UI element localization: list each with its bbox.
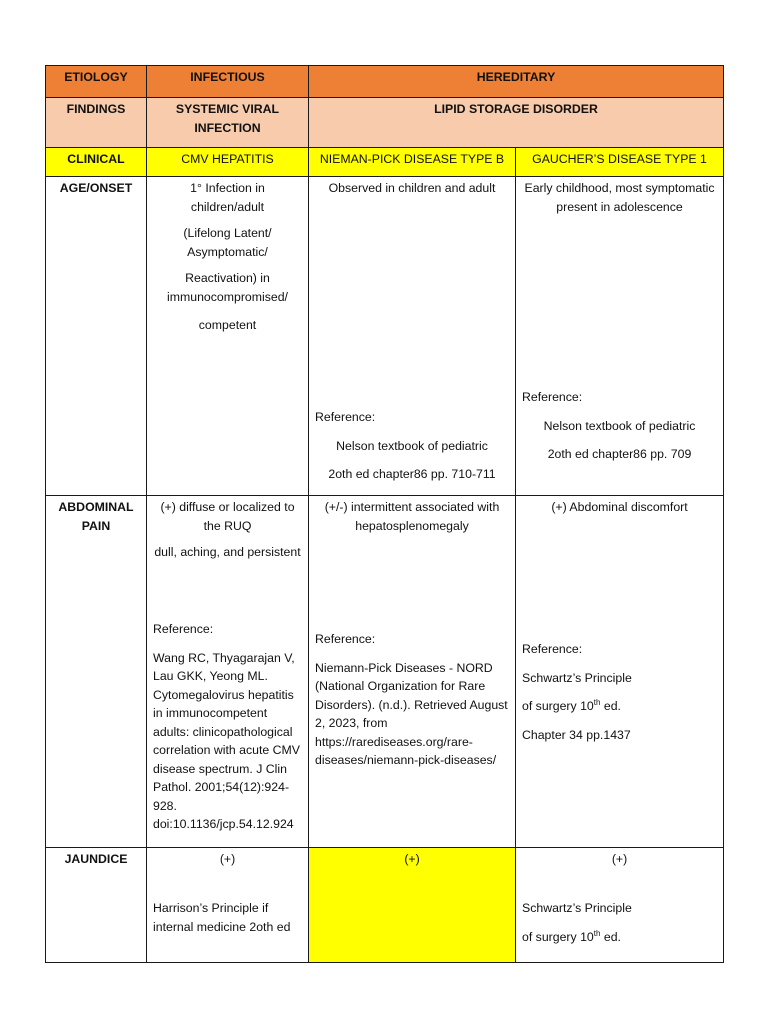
pain-cmv-text-1: (+) diffuse or localized to the RUQ — [160, 500, 295, 533]
infectious-header: INFECTIOUS — [147, 66, 309, 98]
age-cmv-cell — [147, 177, 309, 496]
jaundice-gaucher-text: (+) — [611, 851, 628, 866]
pain-gaucher-ref-2: of surgery 10th ed. — [522, 698, 621, 714]
jaundice-row — [46, 847, 724, 962]
lipid-storage-header: LIPID STORAGE DISORDER — [309, 98, 724, 148]
differential-table — [45, 65, 724, 963]
clinical-row — [46, 148, 724, 177]
age-nieman-ref-1: Nelson textbook of pediatric — [336, 438, 488, 453]
pain-gaucher-ref-1: Schwartz’s Principle — [522, 670, 632, 685]
jaundice-gaucher-ref-2: of surgery 10th ed. — [522, 928, 621, 944]
age-cmv-text-1: 1° Infection in children/adult — [190, 181, 265, 214]
jaundice-label: JAUNDICE — [46, 847, 147, 962]
age-nieman-ref-2: 2oth ed chapter86 pp. 710-711 — [328, 467, 496, 482]
findings-row — [46, 98, 724, 148]
age-onset-row — [46, 177, 724, 496]
abdominal-pain-label: ABDOMINAL PAIN — [46, 496, 147, 847]
age-onset-label: AGE/ONSET — [46, 177, 147, 496]
findings-label: FINDINGS — [46, 98, 147, 148]
pain-gaucher-text: (+) Abdominal discomfort — [551, 500, 688, 515]
pain-nieman-ref-text: Niemann-Pick Diseases - NORD (National Organization for Rare Disorders). (n.d.). Retrieved August 2, 2023, from https://rarediseases.org/rare-diseases/niemann-pick-diseases/ — [315, 660, 508, 768]
jaundice-nieman-cell — [309, 847, 516, 962]
pain-nieman-ref-label: Reference: — [315, 632, 376, 647]
pain-nieman-text: (+/-) intermittent associated with hepatosplenomegaly — [324, 500, 500, 533]
systemic-viral-header: SYSTEMIC VIRAL INFECTION — [147, 98, 309, 148]
etiology-label: ETIOLOGY — [46, 66, 147, 98]
clinical-label: CLINICAL — [46, 148, 147, 177]
age-cmv-text-4: competent — [198, 318, 257, 333]
hereditary-header: HEREDITARY — [309, 66, 724, 98]
jaundice-cmv-text: (+) — [219, 851, 236, 866]
jaundice-gaucher-cell — [516, 847, 724, 962]
age-gaucher-ref-2: 2oth ed chapter86 pp. 709 — [547, 447, 692, 462]
pain-cmv-ref-label: Reference: — [153, 622, 214, 637]
age-cmv-text-3: Reactivation) in immunocompromised/ — [167, 271, 288, 304]
age-cmv-text-2: (Lifelong Latent/ Asymptomatic/ — [183, 226, 272, 259]
pain-cmv-text-2: dull, aching, and persistent — [154, 545, 301, 560]
jaundice-cmv-ref: Harrison’s Principle if internal medicine 2oth ed — [153, 901, 291, 934]
gaucher-header: GAUCHER’S DISEASE TYPE 1 — [516, 148, 724, 177]
age-gaucher-ref-label: Reference: — [522, 390, 583, 405]
abdominal-pain-row — [46, 496, 724, 847]
pain-gaucher-ref-3: Chapter 34 pp.1437 — [522, 727, 631, 742]
pain-nieman-cell — [309, 496, 516, 847]
pain-gaucher-cell — [516, 496, 724, 847]
age-nieman-ref-label: Reference: — [315, 410, 376, 425]
jaundice-gaucher-ref-1: Schwartz’s Principle — [522, 901, 632, 916]
age-nieman-cell — [309, 177, 516, 496]
age-gaucher-text: Early childhood, most symptomatic present in adolescence — [524, 181, 715, 214]
age-nieman-text: Observed in children and adult — [328, 181, 496, 196]
cmv-hepatitis-header: CMV HEPATITIS — [147, 148, 309, 177]
pain-cmv-cell — [147, 496, 309, 847]
jaundice-nieman-text: (+) — [404, 851, 420, 866]
age-gaucher-cell — [516, 177, 724, 496]
pain-gaucher-ref-label: Reference: — [522, 642, 583, 657]
jaundice-cmv-cell — [147, 847, 309, 962]
age-gaucher-ref-1: Nelson textbook of pediatric — [543, 418, 696, 433]
etiology-row — [46, 66, 724, 98]
nieman-pick-header: NIEMAN-PICK DISEASE TYPE B — [309, 148, 516, 177]
pain-cmv-ref-text: Wang RC, Thyagarajan V, Lau GKK, Yeong ML. Cytomegalovirus hepatitis in immunocompetent adults: clinicopathological correlation with acute CMV disease spectrum. J Clin Pathol. 2001;54(12):924-928. doi:10.1136/jcp.54.12.924 — [153, 650, 300, 832]
